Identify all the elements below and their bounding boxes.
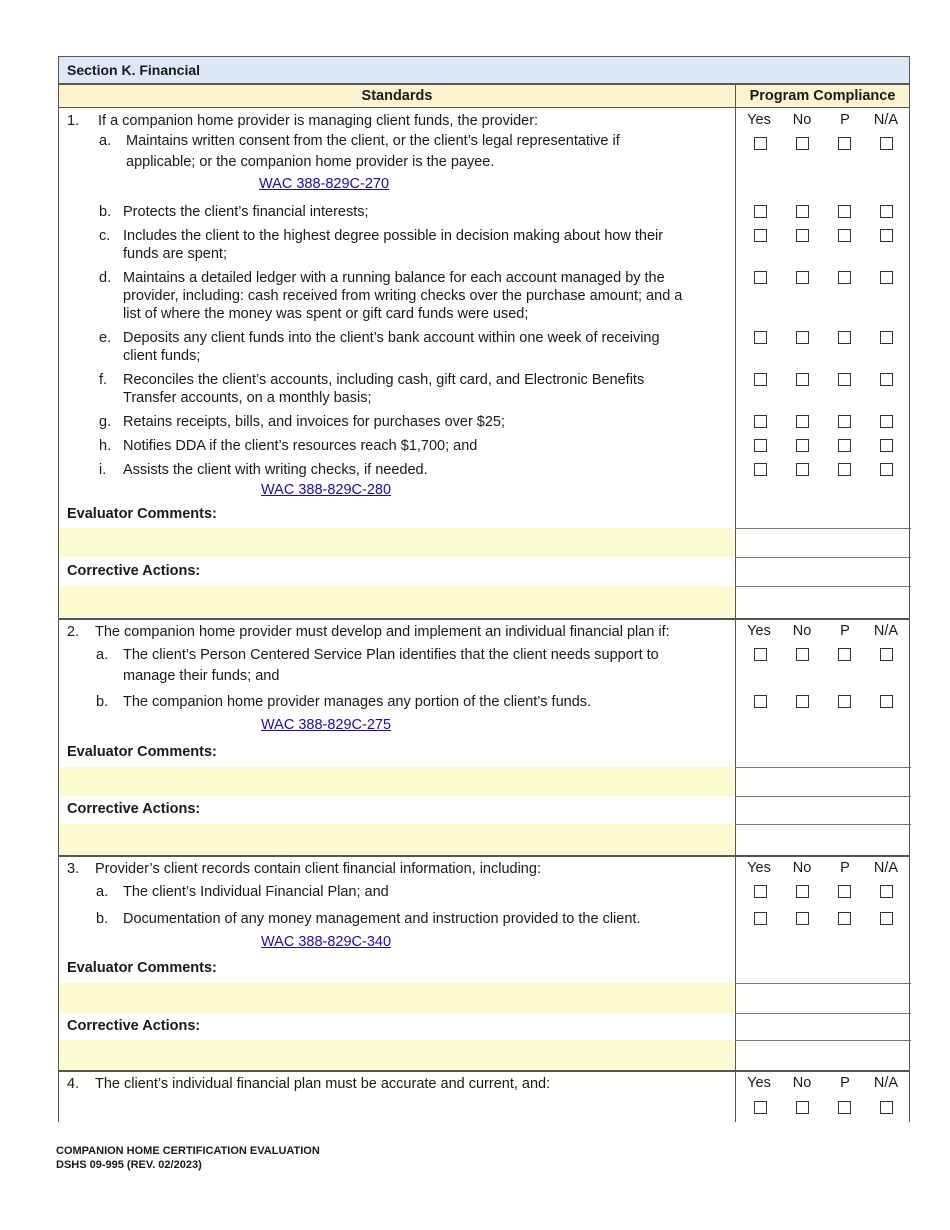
sub-letter: i. <box>99 462 107 478</box>
standard-item-1 <box>58 108 910 619</box>
option-na: N/A <box>873 1075 899 1091</box>
checkbox-p[interactable] <box>838 415 851 428</box>
checkbox-no[interactable] <box>796 415 809 428</box>
sub-text: Assists the client with writing checks, if needed. <box>123 462 428 478</box>
checkbox-p[interactable] <box>838 205 851 218</box>
checkbox-yes[interactable] <box>754 415 767 428</box>
checkbox-na[interactable] <box>880 648 893 661</box>
checkbox-p[interactable] <box>838 439 851 452</box>
checkbox-yes[interactable] <box>754 229 767 242</box>
corrective-actions-label: Corrective Actions: <box>67 801 201 817</box>
sub-text: provider, including: cash received from writing checks over the purchase amount; and a <box>123 288 683 304</box>
checkbox-yes[interactable] <box>754 912 767 925</box>
option-p: P <box>840 860 850 876</box>
checkbox-no[interactable] <box>796 205 809 218</box>
item-text: The companion home provider must develop and implement an individual financial plan if: <box>95 624 670 640</box>
sub-text: Transfer accounts, on a monthly basis; <box>123 390 372 406</box>
footer-form-number: DSHS 09-995 (REV. 02/2023) <box>56 1159 202 1171</box>
checkbox-p[interactable] <box>838 137 851 150</box>
sub-letter: e. <box>99 330 112 346</box>
item-number: 4. <box>67 1076 80 1092</box>
checkbox-no[interactable] <box>796 439 809 452</box>
sub-text: The client’s Individual Financial Plan; and <box>123 884 389 900</box>
sub-text: funds are spent; <box>123 246 227 262</box>
checkbox-na[interactable] <box>880 271 893 284</box>
checkbox-p[interactable] <box>838 331 851 344</box>
compliance-column-header: Program Compliance <box>735 84 910 108</box>
checkbox-na[interactable] <box>880 137 893 150</box>
standard-item-2 <box>58 619 910 856</box>
sub-letter: f. <box>99 372 108 388</box>
footer-form-title: COMPANION HOME CERTIFICATION EVALUATION <box>56 1145 320 1157</box>
option-no: No <box>792 112 812 128</box>
sub-letter: a. <box>96 884 109 900</box>
checkbox-p[interactable] <box>838 373 851 386</box>
checkbox-no[interactable] <box>796 885 809 898</box>
item-number: 3. <box>67 861 80 877</box>
sub-text: The client’s Person Centered Service Plan identifies that the client needs support to <box>123 647 659 663</box>
sub-text: applicable; or the companion home provider is the payee. <box>126 154 495 170</box>
checkbox-na[interactable] <box>880 695 893 708</box>
checkbox-p[interactable] <box>838 695 851 708</box>
checkbox-yes[interactable] <box>754 463 767 476</box>
sub-text: Reconciles the client’s accounts, including cash, gift card, and Electronic Benefits <box>123 372 645 388</box>
sub-letter: a. <box>96 647 109 663</box>
sub-letter: d. <box>99 270 112 286</box>
sub-text: Retains receipts, bills, and invoices for purchases over $25; <box>123 414 506 430</box>
checkbox-no[interactable] <box>796 695 809 708</box>
standards-column-header: Standards <box>58 84 736 108</box>
checkbox-yes[interactable] <box>754 885 767 898</box>
checkbox-yes[interactable] <box>754 271 767 284</box>
wac-link[interactable]: WAC 388-829C-280 <box>261 482 392 498</box>
sub-text: client funds; <box>123 348 201 364</box>
corrective-actions-field[interactable] <box>59 824 735 855</box>
checkbox-na[interactable] <box>880 1101 893 1114</box>
checkbox-no[interactable] <box>796 229 809 242</box>
standard-item-3 <box>58 856 910 1071</box>
sub-text: Notifies DDA if the client’s resources reach $1,700; and <box>123 438 478 454</box>
option-yes: Yes <box>747 112 771 128</box>
item-text: If a companion home provider is managing client funds, the provider: <box>98 113 539 129</box>
checkbox-no[interactable] <box>796 373 809 386</box>
checkbox-no[interactable] <box>796 137 809 150</box>
sub-text: Deposits any client funds into the client’s bank account within one week of receiving <box>123 330 660 346</box>
checkbox-na[interactable] <box>880 415 893 428</box>
standard-item-4 <box>58 1071 910 1122</box>
corrective-actions-field[interactable] <box>59 1040 735 1070</box>
sub-text: Maintains written consent from the client, or the client’s legal representative if <box>126 133 620 149</box>
option-na: N/A <box>873 623 899 639</box>
sub-text: Maintains a detailed ledger with a running balance for each account managed by the <box>123 270 665 286</box>
section-title: Section K. Financial <box>58 56 910 84</box>
corrective-actions-label: Corrective Actions: <box>67 1018 201 1034</box>
sub-text: list of where the money was spent or gift card funds were used; <box>123 306 529 322</box>
wac-link[interactable]: WAC 388-829C-340 <box>261 934 392 950</box>
corrective-actions-field[interactable] <box>59 586 735 617</box>
checkbox-yes[interactable] <box>754 373 767 386</box>
checkbox-na[interactable] <box>880 205 893 218</box>
checkbox-yes[interactable] <box>754 137 767 150</box>
sub-letter: c. <box>99 228 111 244</box>
item-number: 1. <box>67 113 80 129</box>
evaluator-comments-field[interactable] <box>59 983 735 1013</box>
item-text: The client’s individual financial plan must be accurate and current, and: <box>95 1076 551 1092</box>
evaluator-comments-field[interactable] <box>59 528 735 557</box>
option-yes: Yes <box>747 623 771 639</box>
checkbox-no[interactable] <box>796 1101 809 1114</box>
checkbox-p[interactable] <box>838 271 851 284</box>
sub-text: Protects the client’s financial interests; <box>123 204 369 220</box>
sub-text: Includes the client to the highest degree possible in decision making about how their <box>123 228 664 244</box>
checkbox-p[interactable] <box>838 885 851 898</box>
checkbox-na[interactable] <box>880 885 893 898</box>
option-no: No <box>792 1075 812 1091</box>
item-text: Provider’s client records contain client financial information, including: <box>95 861 541 877</box>
sub-letter: h. <box>99 438 112 454</box>
checkbox-yes[interactable] <box>754 1101 767 1114</box>
checkbox-yes[interactable] <box>754 648 767 661</box>
checkbox-no[interactable] <box>796 648 809 661</box>
checkbox-na[interactable] <box>880 229 893 242</box>
sub-text: Documentation of any money management and instruction provided to the client. <box>123 911 641 927</box>
sub-letter: b. <box>96 694 109 710</box>
checkbox-yes[interactable] <box>754 695 767 708</box>
option-na: N/A <box>873 112 899 128</box>
checkbox-no[interactable] <box>796 271 809 284</box>
checkbox-no[interactable] <box>796 463 809 476</box>
option-no: No <box>792 860 812 876</box>
option-p: P <box>840 623 850 639</box>
option-yes: Yes <box>747 1075 771 1091</box>
checkbox-na[interactable] <box>880 439 893 452</box>
item-number: 2. <box>67 624 80 640</box>
corrective-actions-label: Corrective Actions: <box>67 563 201 579</box>
evaluator-comments-label: Evaluator Comments: <box>67 744 217 760</box>
wac-link[interactable]: WAC 388-829C-275 <box>261 717 392 733</box>
wac-link[interactable]: WAC 388-829C-270 <box>259 176 390 192</box>
checkbox-na[interactable] <box>880 463 893 476</box>
checkbox-p[interactable] <box>838 229 851 242</box>
checkbox-p[interactable] <box>838 1101 851 1114</box>
sub-letter: g. <box>99 414 112 430</box>
checkbox-p[interactable] <box>838 463 851 476</box>
checkbox-yes[interactable] <box>754 439 767 452</box>
checkbox-na[interactable] <box>880 373 893 386</box>
option-no: No <box>792 623 812 639</box>
checkbox-p[interactable] <box>838 648 851 661</box>
checkbox-p[interactable] <box>838 912 851 925</box>
checkbox-no[interactable] <box>796 912 809 925</box>
checkbox-yes[interactable] <box>754 331 767 344</box>
evaluator-comments-field[interactable] <box>59 767 735 796</box>
option-na: N/A <box>873 860 899 876</box>
option-yes: Yes <box>747 860 771 876</box>
sub-letter: b. <box>99 204 112 220</box>
sub-text: The companion home provider manages any portion of the client’s funds. <box>123 694 592 710</box>
checkbox-na[interactable] <box>880 331 893 344</box>
checkbox-yes[interactable] <box>754 205 767 218</box>
checkbox-no[interactable] <box>796 331 809 344</box>
evaluator-comments-label: Evaluator Comments: <box>67 960 217 976</box>
option-p: P <box>840 1075 850 1091</box>
option-p: P <box>840 112 850 128</box>
checkbox-na[interactable] <box>880 912 893 925</box>
sub-letter: a. <box>99 133 112 149</box>
evaluator-comments-label: Evaluator Comments: <box>67 506 217 522</box>
sub-letter: b. <box>96 911 109 927</box>
sub-text: manage their funds; and <box>123 668 280 684</box>
